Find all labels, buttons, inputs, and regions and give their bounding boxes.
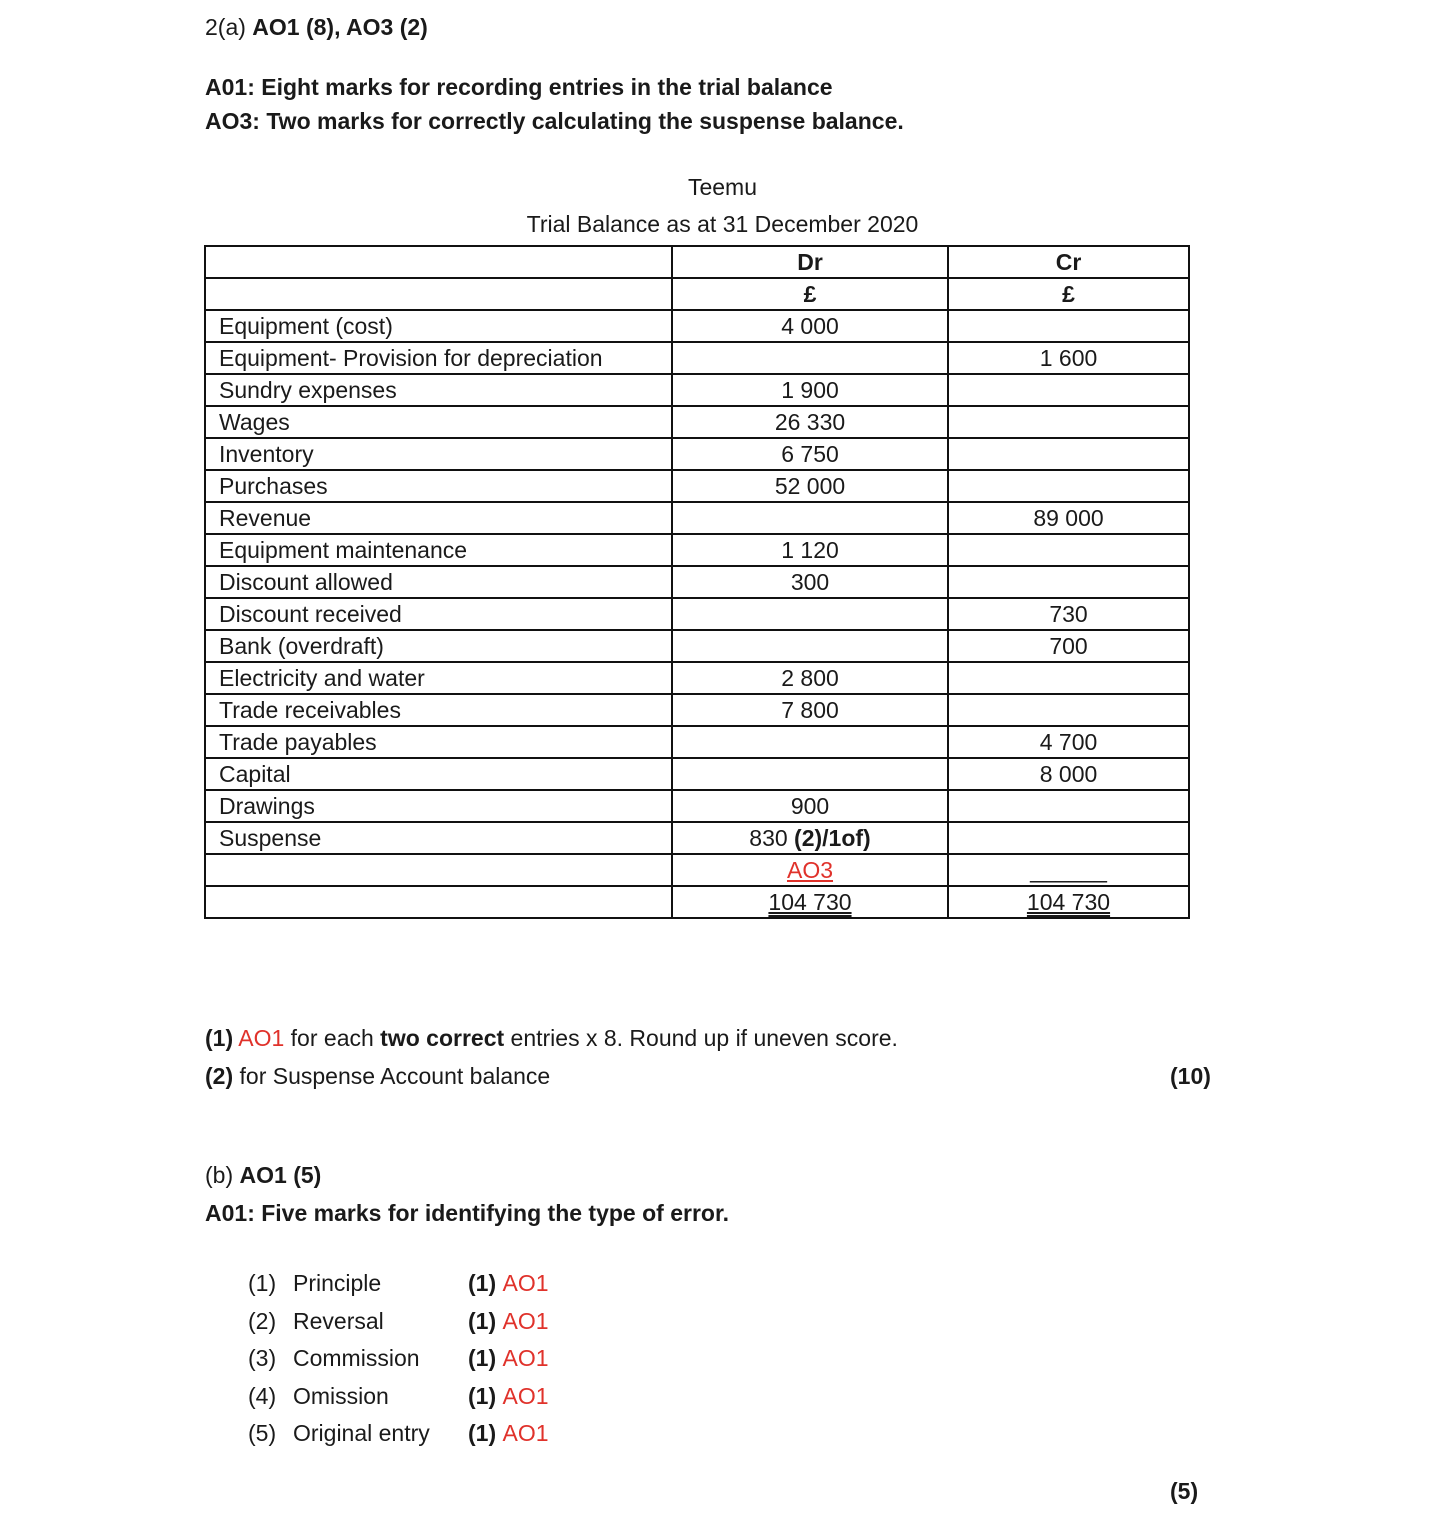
- cr-amount: [948, 662, 1189, 694]
- dr-amount: [672, 726, 948, 758]
- table-row: [205, 758, 1189, 790]
- error-type: Commission: [293, 1345, 420, 1372]
- cr-amount: 89 000: [948, 502, 1189, 534]
- part-b-heading: (b) AO1 (5): [205, 1162, 322, 1188]
- account-name: Equipment maintenance: [205, 534, 672, 566]
- table-row: [205, 374, 1189, 406]
- cr-amount: [948, 822, 1189, 854]
- currency-row: [205, 278, 1189, 310]
- error-type: Original entry: [293, 1420, 430, 1447]
- table-row: [205, 470, 1189, 502]
- account-name: Discount allowed: [205, 566, 672, 598]
- dr-amount: 52 000: [672, 470, 948, 502]
- table-row: [205, 598, 1189, 630]
- dr-amount: 6 750: [672, 438, 948, 470]
- account-name: Purchases: [205, 470, 672, 502]
- dr-amount: [672, 598, 948, 630]
- error-type: Omission: [293, 1382, 389, 1409]
- error-type: Principle: [293, 1270, 382, 1297]
- table-row: [205, 310, 1189, 342]
- cr-amount: [948, 470, 1189, 502]
- cr-amount: [948, 374, 1189, 406]
- account-name: Discount received: [205, 598, 672, 630]
- table-row: [205, 790, 1189, 822]
- account-name: Capital: [205, 758, 672, 790]
- dr-amount: 1 900: [672, 374, 948, 406]
- error-type-list: [248, 1265, 549, 1453]
- table-row: [205, 534, 1189, 566]
- table-row: [205, 694, 1189, 726]
- dr-amount: [672, 758, 948, 790]
- company-name: Teemu: [687, 174, 758, 200]
- trial-balance-title: Trial Balance as at 31 December 2020: [526, 211, 919, 237]
- table-row: [205, 438, 1189, 470]
- cr-amount: [948, 534, 1189, 566]
- dr-amount: 830 (2)/1of): [672, 822, 948, 854]
- cr-total: 104 730: [1026, 889, 1111, 915]
- table-row: [205, 662, 1189, 694]
- totals-row: [205, 886, 1189, 918]
- account-name: Bank (overdraft): [205, 630, 672, 662]
- dr-amount: 2 800: [672, 662, 948, 694]
- cr-amount: [948, 310, 1189, 342]
- dr-amount: 7 800: [672, 694, 948, 726]
- table-row: [205, 342, 1189, 374]
- account-name: Sundry expenses: [205, 374, 672, 406]
- table-row: [205, 502, 1189, 534]
- cr-amount: 1 600: [948, 342, 1189, 374]
- marking-note-1: (1) AO1 for each two correct entries x 8. Round up if uneven score.: [205, 1025, 898, 1051]
- part-b-total-marks: (5): [1170, 1478, 1199, 1504]
- account-name: Trade payables: [205, 726, 672, 758]
- trial-balance-table: [204, 245, 1190, 919]
- account-name: Drawings: [205, 790, 672, 822]
- part-a-total-marks: (10): [1170, 1063, 1211, 1089]
- table-row: [205, 566, 1189, 598]
- dr-amount: [672, 342, 948, 374]
- table-row: [205, 726, 1189, 758]
- account-name: Inventory: [205, 438, 672, 470]
- dr-amount: 300: [672, 566, 948, 598]
- part-a-label: 2(a): [205, 14, 246, 40]
- dr-header: Dr: [672, 246, 948, 278]
- account-name: Wages: [205, 406, 672, 438]
- dr-amount: [672, 630, 948, 662]
- account-name: Revenue: [205, 502, 672, 534]
- cr-blank-line: ______: [948, 854, 1189, 886]
- cr-amount: [948, 790, 1189, 822]
- dr-currency: £: [672, 278, 948, 310]
- aim-ao1: A01: Eight marks for recording entries in the trial balance: [205, 74, 833, 100]
- dr-amount: 26 330: [672, 406, 948, 438]
- ao3-label: AO3: [786, 857, 834, 883]
- list-item: (5) Original entry (1) AO1: [248, 1420, 549, 1447]
- cr-amount: 730: [948, 598, 1189, 630]
- dr-amount: [672, 502, 948, 534]
- table-row: [205, 822, 1189, 854]
- list-item: (4) Omission (1) AO1: [248, 1382, 549, 1409]
- account-name: Equipment (cost): [205, 310, 672, 342]
- part-a-assessment: AO1 (8), AO3 (2): [252, 14, 428, 40]
- marking-note-2: (2) for Suspense Account balance: [205, 1063, 551, 1089]
- cr-amount: [948, 438, 1189, 470]
- dr-amount: 900: [672, 790, 948, 822]
- cr-amount: [948, 406, 1189, 438]
- ao3-row: [205, 854, 1189, 886]
- cr-header: Cr: [948, 246, 1189, 278]
- list-item: (1) Principle (1) AO1: [248, 1270, 549, 1297]
- dr-total: 104 730: [768, 889, 852, 915]
- cr-currency: £: [948, 278, 1189, 310]
- cr-amount: [948, 566, 1189, 598]
- table-row: [205, 630, 1189, 662]
- part-a-heading: [205, 14, 428, 41]
- dr-amount: 1 120: [672, 534, 948, 566]
- list-item: (3) Commission (1) AO1: [248, 1345, 549, 1372]
- cr-amount: [948, 694, 1189, 726]
- list-item: (2) Reversal (1) AO1: [248, 1307, 549, 1334]
- table-row: [205, 406, 1189, 438]
- account-name: Suspense: [205, 822, 672, 854]
- cr-amount: 700: [948, 630, 1189, 662]
- dr-amount: 4 000: [672, 310, 948, 342]
- suspense-mark: (2)/1of): [794, 825, 871, 851]
- account-name: Trade receivables: [205, 694, 672, 726]
- cr-amount: 4 700: [948, 726, 1189, 758]
- header-row: [205, 246, 1189, 278]
- error-type: Reversal: [293, 1307, 384, 1334]
- account-name: Electricity and water: [205, 662, 672, 694]
- part-b-aim: A01: Five marks for identifying the type of error.: [205, 1200, 730, 1226]
- aim-ao3: AO3: Two marks for correctly calculating the suspense balance.: [205, 108, 904, 134]
- account-name: Equipment- Provision for depreciation: [205, 342, 672, 374]
- cr-amount: 8 000: [948, 758, 1189, 790]
